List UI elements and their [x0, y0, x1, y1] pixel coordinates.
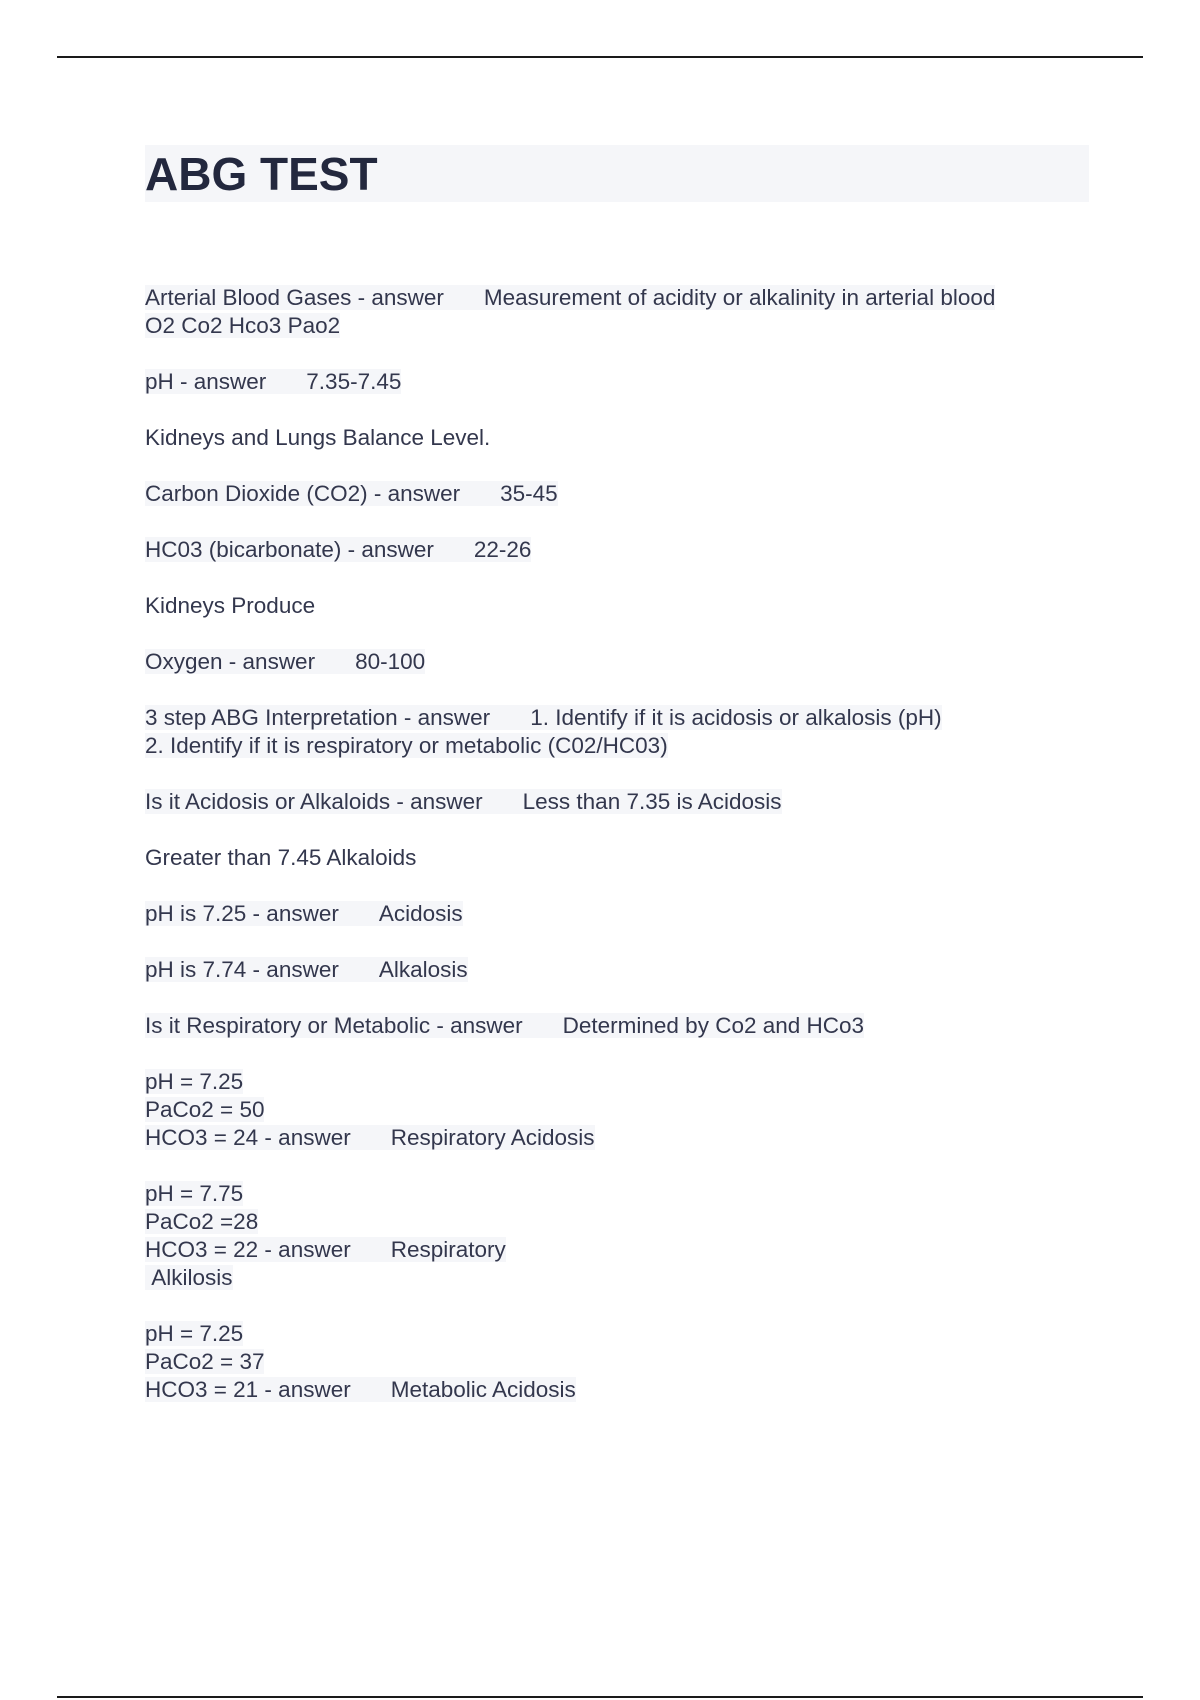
- answer-continuation: Alkilosis: [145, 1265, 233, 1290]
- question-line: pH = 7.25: [145, 1069, 244, 1094]
- flashcard-entry: [145, 956, 1085, 984]
- answer-text: Respiratory: [390, 1237, 506, 1262]
- question-text: pH is 7.74 - answer: [145, 957, 339, 982]
- flashcard-entry: [145, 536, 1085, 564]
- answer-text: Measurement of acidity or alkalinity in arterial blood: [483, 285, 996, 310]
- flashcard-entry: [145, 368, 1085, 396]
- flashcard-entry: [145, 648, 1085, 676]
- question-text: Carbon Dioxide (CO2) - answer: [145, 481, 461, 506]
- note-text: Kidneys Produce: [145, 593, 316, 618]
- flashcard-entry: [145, 788, 1085, 816]
- answer-text: 80-100: [355, 649, 426, 674]
- question-text: HC03 (bicarbonate) - answer: [145, 537, 434, 562]
- flashcard-entry: [145, 480, 1085, 508]
- question-text: Is it Acidosis or Alkaloids - answer: [145, 789, 483, 814]
- question-text: 3 step ABG Interpretation - answer: [145, 705, 491, 730]
- answer-text: 22-26: [473, 537, 532, 562]
- header-rule: [57, 56, 1143, 58]
- flashcard-entry: [145, 1180, 1085, 1292]
- answer-text: 1. Identify if it is acidosis or alkalosis (pH): [530, 705, 942, 730]
- note-text: Kidneys and Lungs Balance Level.: [145, 425, 491, 450]
- note-text: Greater than 7.45 Alkaloids: [145, 845, 417, 870]
- flashcard-entry: [145, 704, 1085, 760]
- document-body: [145, 284, 1085, 1432]
- flashcard-entry: [145, 1012, 1085, 1040]
- answer-continuation: O2 Co2 Hco3 Pao2: [145, 313, 341, 338]
- answer-text: Acidosis: [378, 901, 463, 926]
- document-title: ABG TEST: [145, 148, 378, 200]
- answer-text: 35-45: [500, 481, 558, 506]
- question-line: pH = 7.75: [145, 1181, 244, 1206]
- question-text: HCO3 = 22 - answer: [145, 1237, 351, 1262]
- answer-text: Metabolic Acidosis: [390, 1377, 576, 1402]
- answer-text: Alkalosis: [378, 957, 468, 982]
- answer-text: Respiratory Acidosis: [390, 1125, 595, 1150]
- flashcard-entry: [145, 1320, 1085, 1404]
- question-line: PaCo2 = 37: [145, 1349, 265, 1374]
- footer-rule: [57, 1696, 1143, 1698]
- question-text: pH is 7.25 - answer: [145, 901, 339, 926]
- answer-continuation: 2. Identify if it is respiratory or metabolic (C02/HC03): [145, 733, 668, 758]
- question-text: Arterial Blood Gases - answer: [145, 285, 444, 310]
- question-text: Is it Respiratory or Metabolic - answer: [145, 1013, 523, 1038]
- question-line: PaCo2 =28: [145, 1209, 259, 1234]
- flashcard-entry: [145, 900, 1085, 928]
- question-line: pH = 7.25: [145, 1321, 244, 1346]
- question-text: Oxygen - answer: [145, 649, 316, 674]
- question-text: pH - answer: [145, 369, 267, 394]
- flashcard-entry: [145, 284, 1085, 340]
- answer-text: 7.35-7.45: [306, 369, 402, 394]
- answer-text: Less than 7.35 is Acidosis: [522, 789, 782, 814]
- question-line: PaCo2 = 50: [145, 1097, 265, 1122]
- answer-text: Determined by Co2 and HCo3: [562, 1013, 865, 1038]
- flashcard-entry: [145, 1068, 1085, 1152]
- question-text: HCO3 = 24 - answer: [145, 1125, 351, 1150]
- question-text: HCO3 = 21 - answer: [145, 1377, 351, 1402]
